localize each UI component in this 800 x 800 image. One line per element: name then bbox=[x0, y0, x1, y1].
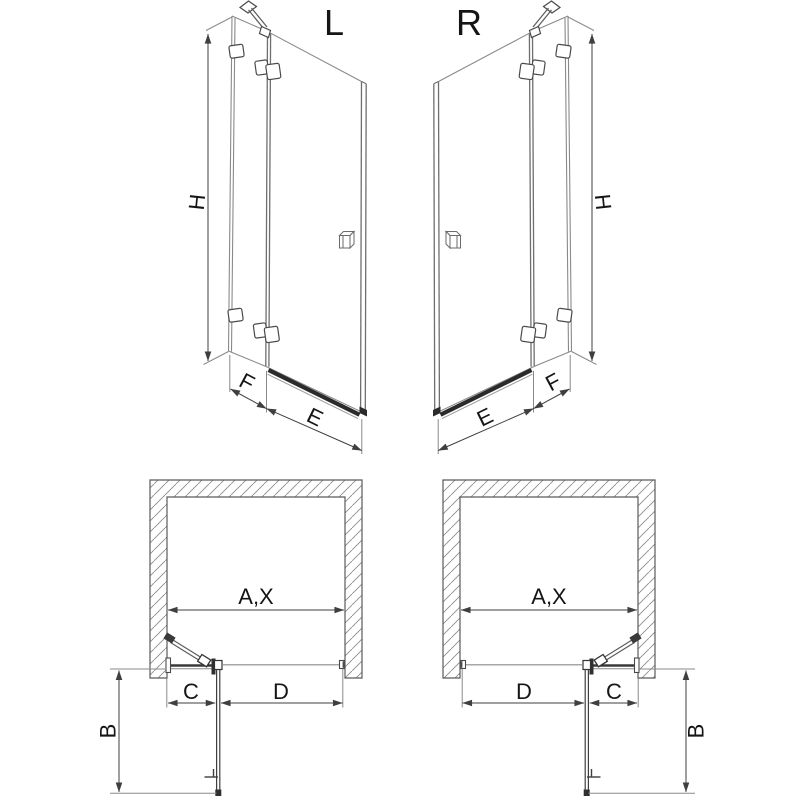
dim-label-fixed-left: F bbox=[235, 367, 259, 397]
plan-left-wall bbox=[150, 480, 362, 678]
plan-right-wall bbox=[443, 480, 655, 678]
plan-view-right bbox=[461, 610, 695, 796]
dim-label-door-left: E bbox=[302, 402, 328, 432]
dim-label-c-right: C bbox=[606, 679, 622, 704]
dim-label-opening-right: A,X bbox=[531, 584, 567, 609]
iso-view-right bbox=[433, 1, 597, 454]
dim-label-swing-right: B bbox=[683, 723, 709, 739]
variant-label-right: R bbox=[456, 2, 482, 43]
variant-label-left: L bbox=[323, 2, 345, 43]
plan-view-left bbox=[110, 610, 344, 796]
dim-label-door-right: E bbox=[472, 402, 498, 432]
dim-label-d-left: D bbox=[273, 679, 289, 704]
dim-label-height-right: H bbox=[589, 192, 617, 212]
dim-label-opening-left: A,X bbox=[238, 584, 274, 609]
dim-label-swing-left: B bbox=[95, 723, 121, 739]
iso-view-left bbox=[204, 1, 368, 454]
dim-label-fixed-right: F bbox=[541, 367, 565, 397]
dim-label-c-left: C bbox=[183, 679, 199, 704]
dim-label-height-left: H bbox=[183, 192, 211, 212]
dim-label-d-right: D bbox=[516, 679, 532, 704]
